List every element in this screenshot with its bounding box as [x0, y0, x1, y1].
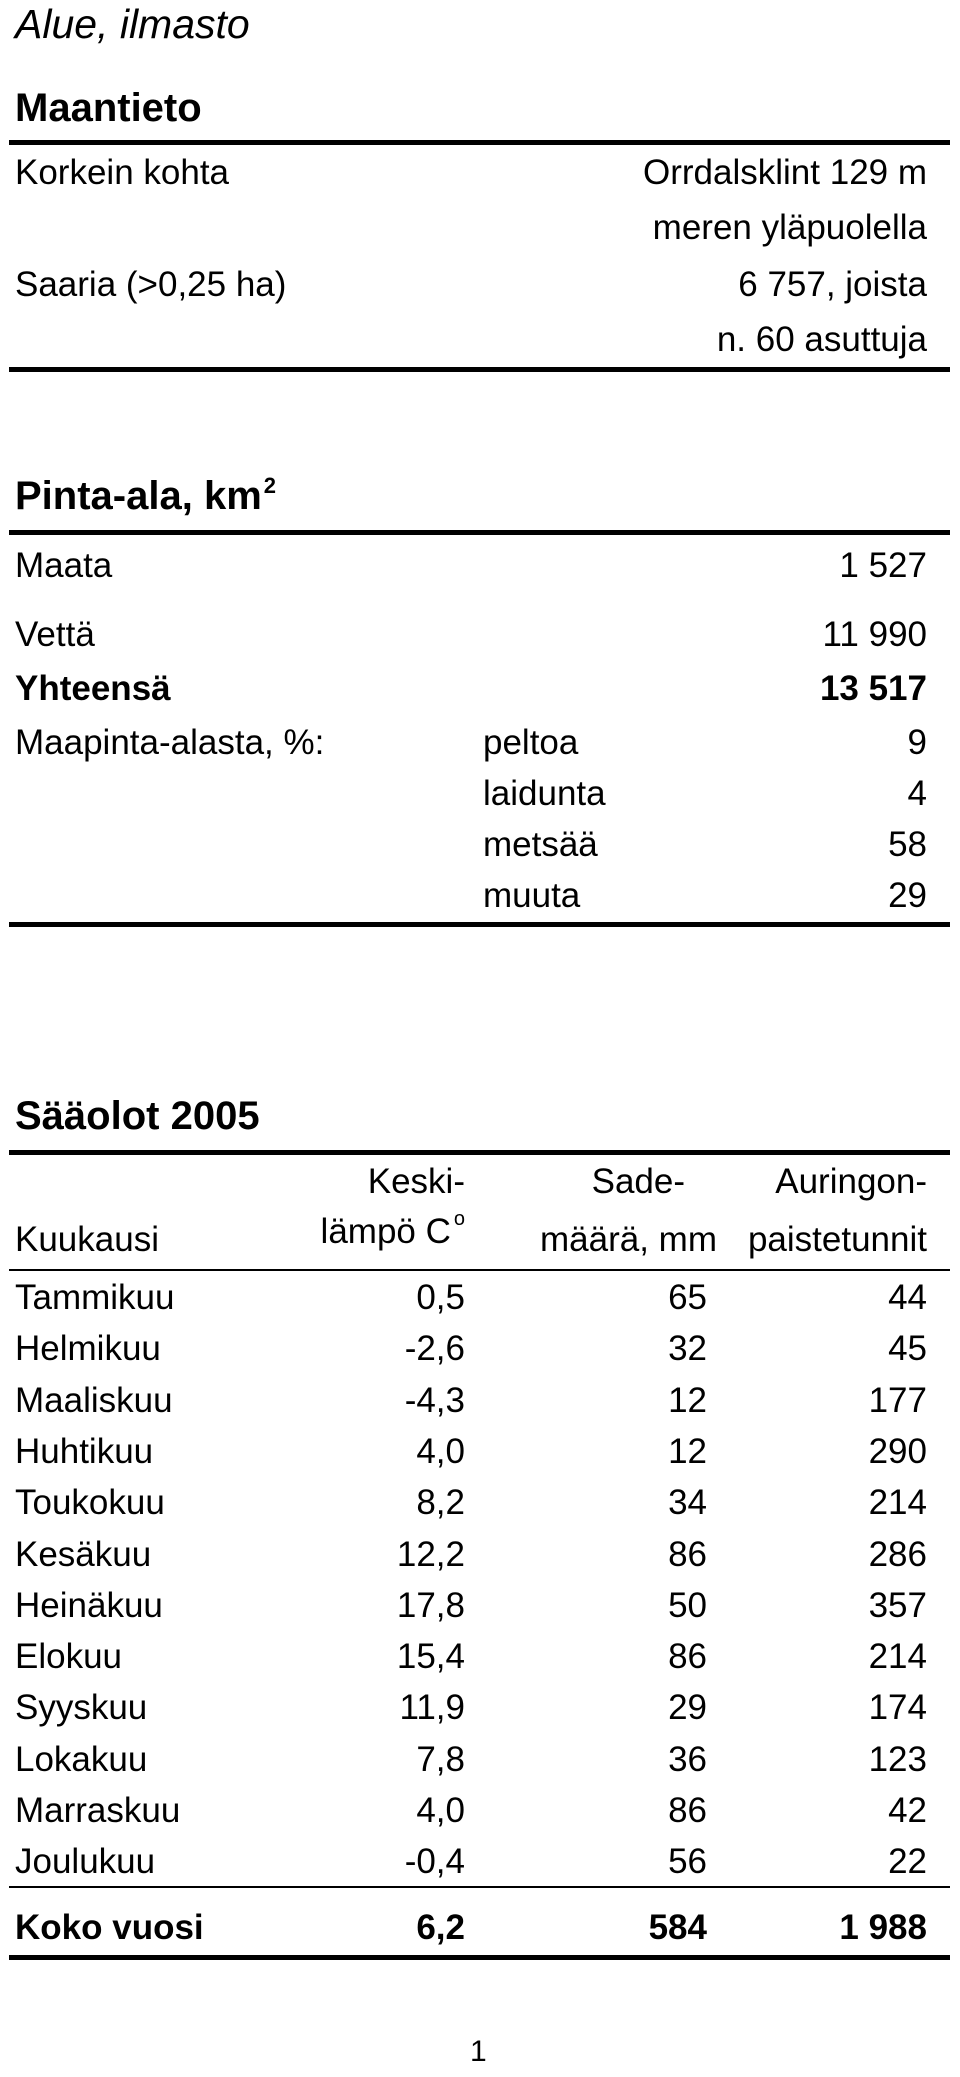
row-month: Helmikuu [15, 1329, 161, 1368]
column-header-rain: määrä, mm [540, 1220, 717, 1259]
row-sun: 123 [868, 1740, 927, 1779]
row-month: Tammikuu [15, 1278, 175, 1317]
land-share-item: muuta [483, 876, 581, 915]
row-temp: 8,2 [416, 1483, 465, 1522]
row-month: Huhtikuu [15, 1432, 154, 1471]
row-rain: 12 [668, 1381, 707, 1420]
page-title: Alue, ilmasto [15, 1, 250, 47]
land-share-item: metsää [483, 825, 598, 864]
row-temp: 7,8 [416, 1740, 465, 1779]
maantieto-label: Korkein kohta [15, 153, 230, 192]
row-temp: -2,6 [404, 1329, 465, 1368]
row-sun: 22 [888, 1842, 927, 1881]
pinta-ala-heading: Pinta-ala, $km^2$ [15, 473, 277, 518]
row-sun: 214 [868, 1637, 927, 1676]
weather-header-rule [9, 1269, 950, 1271]
column-header-temp: Keski- [367, 1162, 465, 1201]
row-rain: 36 [668, 1740, 707, 1779]
area-value: 1 527 [839, 546, 927, 585]
total-month: Koko vuosi [15, 1908, 204, 1947]
row-month: Heinäkuu [15, 1586, 163, 1625]
row-temp: 12,2 [396, 1535, 465, 1574]
column-header-rain: Sade- [591, 1162, 685, 1201]
pinta-ala-bottom-rule [9, 922, 950, 927]
area-label: Vettä [15, 615, 95, 654]
column-header-sun: Auringon- [775, 1162, 927, 1201]
pinta-ala-top-rule [9, 530, 950, 535]
row-rain: 32 [668, 1329, 707, 1368]
superscript: 2 [263, 473, 277, 498]
row-sun: 177 [868, 1381, 927, 1420]
row-rain: 50 [668, 1586, 707, 1625]
area-total-value: 13 517 [819, 669, 927, 708]
column-header-temp: lämpö C $^o$ [320, 1208, 465, 1251]
row-month: Toukokuu [15, 1483, 165, 1522]
row-month: Elokuu [15, 1637, 123, 1676]
land-share-value: 58 [888, 825, 927, 864]
total-temp: 6,2 [416, 1908, 465, 1947]
maantieto-value: meren yläpuolella [652, 208, 927, 247]
row-sun: 214 [868, 1483, 927, 1522]
row-sun: 174 [868, 1688, 927, 1727]
row-temp: 11,9 [399, 1688, 465, 1727]
row-temp: -4,3 [404, 1381, 465, 1420]
land-share-item: peltoa [483, 723, 579, 762]
land-share-value: 9 [907, 723, 927, 762]
row-temp: -0,4 [404, 1842, 465, 1881]
row-sun: 44 [888, 1278, 927, 1317]
row-sun: 42 [888, 1791, 927, 1830]
maantieto-label: Saaria (>0,25 ha) [15, 265, 287, 304]
column-header-sun: paistetunnit [747, 1220, 927, 1259]
weather-total-rule [9, 1886, 950, 1888]
weather-bottom-rule [9, 1955, 950, 1960]
row-temp: 17,8 [396, 1586, 465, 1625]
row-rain: 56 [668, 1842, 707, 1881]
row-month: Kesäkuu [15, 1535, 152, 1574]
maantieto-top-rule [9, 140, 950, 145]
row-temp: 4,0 [416, 1791, 465, 1830]
total-sun: 1 988 [839, 1908, 927, 1947]
row-rain: 86 [668, 1637, 707, 1676]
area-total-label: Yhteensä [15, 669, 171, 708]
row-rain: 86 [668, 1791, 707, 1830]
land-share-label: Maapinta-alasta, %: [15, 723, 325, 762]
land-share-item: laidunta [483, 774, 606, 813]
row-rain: 34 [668, 1483, 707, 1522]
row-rain: 65 [668, 1278, 707, 1317]
weather-heading: Sääolot 2005 [15, 1094, 260, 1138]
maantieto-bottom-rule [9, 367, 950, 372]
maantieto-value: 6 757, joista [738, 265, 927, 304]
area-value: 11 990 [822, 615, 927, 654]
row-rain: 86 [668, 1535, 707, 1574]
maantieto-value: n. 60 asuttuja [716, 320, 927, 359]
row-temp: 15,4 [396, 1637, 465, 1676]
area-label: Maata [15, 546, 113, 585]
row-month: Maaliskuu [15, 1381, 173, 1420]
degree-superscript: o [453, 1208, 465, 1230]
row-month: Lokakuu [15, 1740, 148, 1779]
row-temp: 4,0 [416, 1432, 465, 1471]
land-share-value: 4 [907, 774, 927, 813]
land-share-value: 29 [888, 876, 927, 915]
maantieto-value: Orrdalsklint 129 m [643, 153, 927, 192]
row-sun: 290 [868, 1432, 927, 1471]
row-sun: 286 [868, 1535, 927, 1574]
row-month: Syyskuu [15, 1688, 148, 1727]
maantieto-heading: Maantieto [15, 86, 202, 130]
row-month: Marraskuu [15, 1791, 181, 1830]
total-rain: 584 [648, 1908, 707, 1947]
column-header-month: Kuukausi [15, 1220, 159, 1259]
row-month: Joulukuu [15, 1842, 156, 1881]
row-temp: 0,5 [416, 1278, 465, 1317]
weather-top-rule [9, 1150, 950, 1155]
row-sun: 357 [868, 1586, 927, 1625]
row-rain: 12 [668, 1432, 707, 1471]
row-sun: 45 [888, 1329, 927, 1368]
row-rain: 29 [668, 1688, 707, 1727]
page-number: 1 [470, 2035, 487, 2068]
